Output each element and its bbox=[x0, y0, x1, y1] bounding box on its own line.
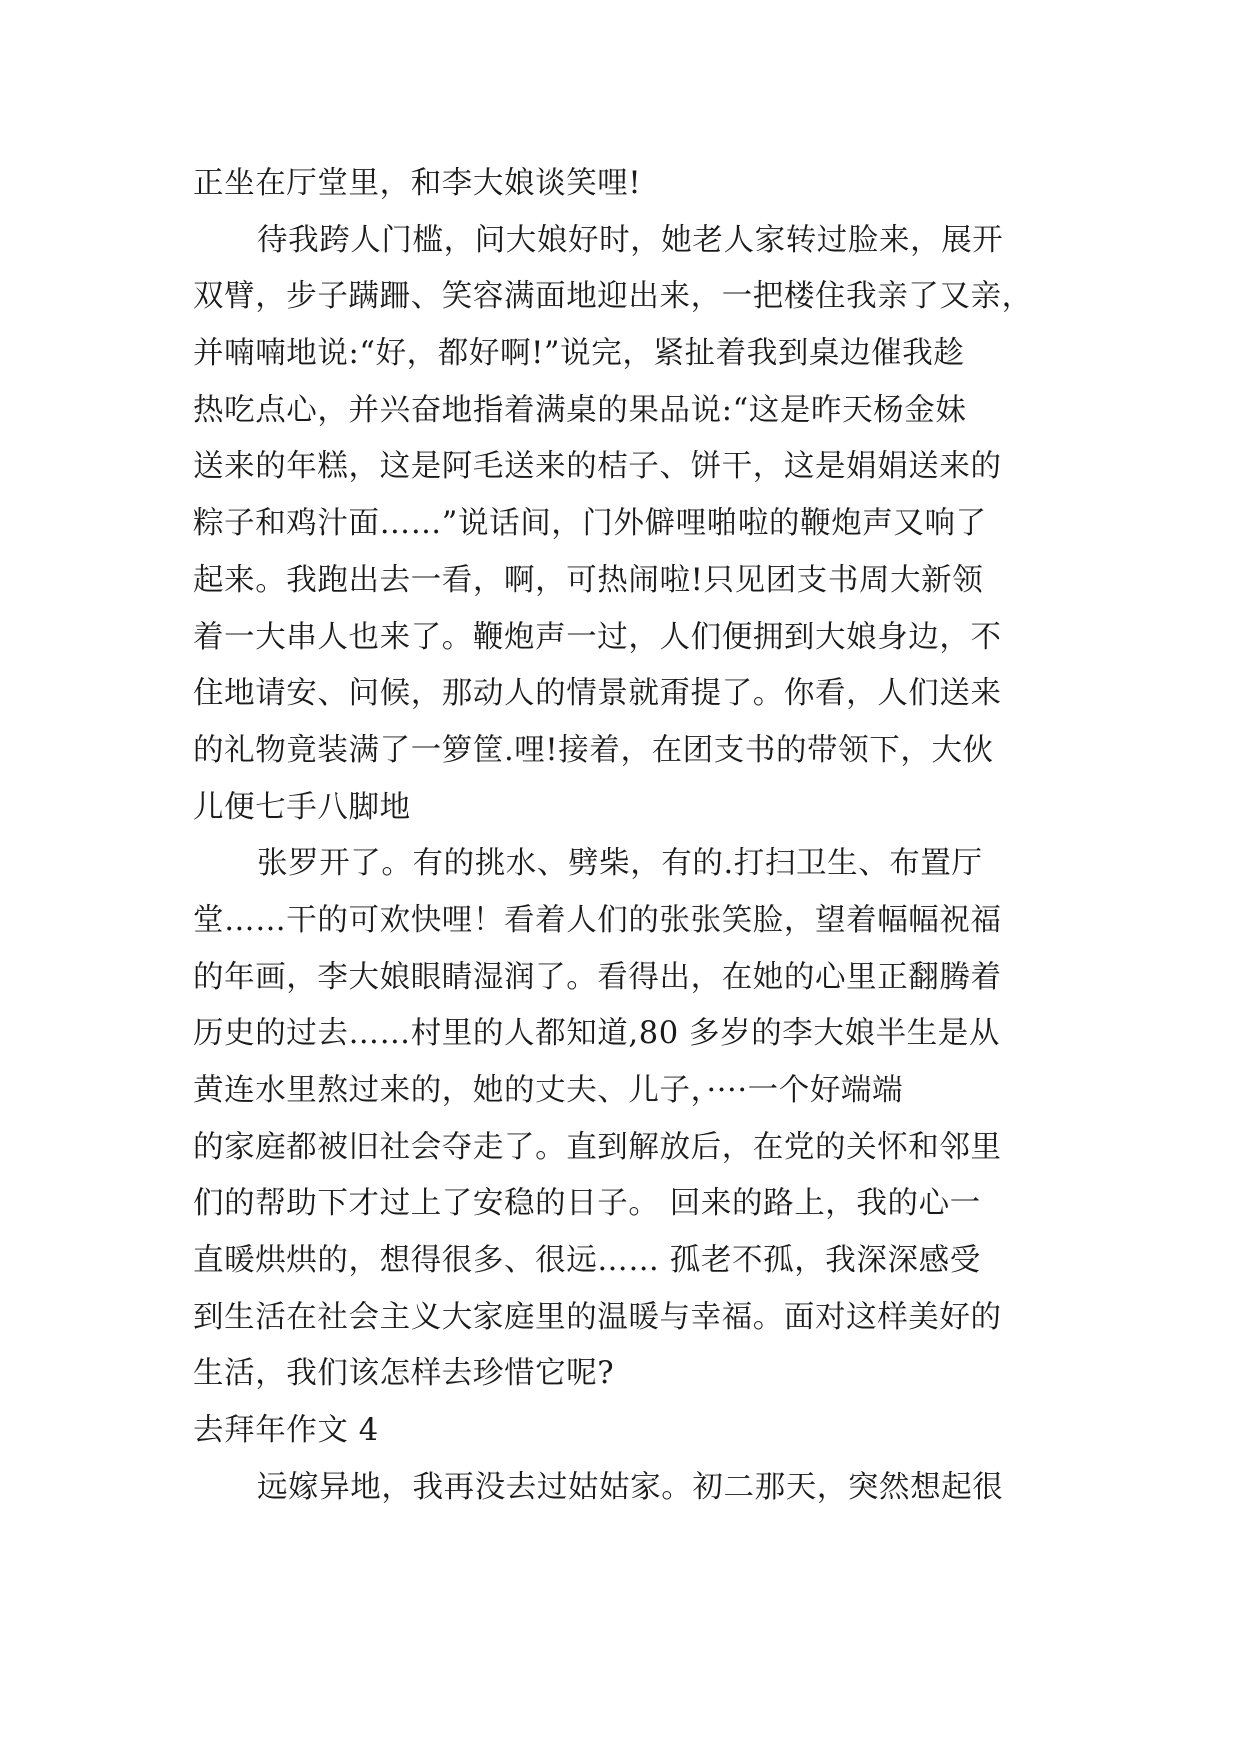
paragraph-start-line: 张罗开了。有的挑水、劈柴，有的.打扫卫生、布置厅 bbox=[257, 846, 983, 882]
section-heading: 去拜年作文 4 bbox=[193, 1413, 379, 1449]
text-line: 直暖烘烘的，想得很多、很远…… 孤老不孤，我深深感受 bbox=[193, 1243, 981, 1279]
text-line: 起来。我跑出去一看，啊，可热闹啦!只见团支书周大新领 bbox=[193, 562, 984, 598]
text-line: 双臂，步子蹒跚、笑容满面地迎出来，一把楼住我亲了又亲， bbox=[193, 279, 1033, 315]
text-line: 的年画，李大娘眼睛湿润了。看得出，在她的心里正翻腾着 bbox=[193, 959, 1002, 995]
text-line: 的礼物竟装满了一箩筐.哩!接着，在团支书的带领下，大伙 bbox=[193, 732, 994, 768]
text-line: 历史的过去……村里的人都知道,80 多岁的李大娘半生是从 bbox=[193, 1016, 1000, 1052]
text-line: 的家庭都被旧社会夺走了。直到解放后，在党的关怀和邻里 bbox=[193, 1129, 1002, 1165]
text-line: 并喃喃地说:“好，都好啊!”说完，紧扯着我到桌边催我趁 bbox=[193, 336, 965, 372]
text-line: 正坐在厅堂里，和李大娘谈笑哩! bbox=[193, 166, 642, 201]
document-page bbox=[193, 156, 1049, 1517]
text-line: 着一大串人也来了。鞭炮声一过，人们便拥到大娘身边，不 bbox=[193, 619, 1002, 655]
text-line: 生活，我们该怎样去珍惜它呢? bbox=[193, 1356, 615, 1392]
text-line: 热吃点心，并兴奋地指着满桌的果品说:“这是昨天杨金妹 bbox=[193, 392, 967, 428]
text-line: 到生活在社会主义大家庭里的温暖与幸福。面对这样美好的 bbox=[193, 1299, 1002, 1335]
paragraph-start-line: 待我跨人门槛，问大娘好时，她老人家转过脸来，展开 bbox=[257, 222, 1004, 258]
text-line: 们的帮助下才过上了安稳的日子。 回来的路上，我的心一 bbox=[193, 1186, 981, 1222]
text-line: 黄连水里熬过来的，她的丈夫、儿子，····一个好端端 bbox=[193, 1073, 904, 1108]
text-line: 住地请安、问候，那动人的情景就甭提了。你看，人们送来 bbox=[193, 676, 1002, 712]
text-line: 送来的年糕，这是阿毛送来的桔子、饼干，这是娟娟送来的 bbox=[193, 449, 1002, 485]
text-line: 儿便七手八脚地 bbox=[193, 789, 411, 825]
text-line: 粽子和鸡汁面……”说话间，门外僻哩啪啦的鞭炮声又响了 bbox=[193, 506, 987, 542]
paragraph-start-line: 远嫁异地，我再没去过姑姑家。初二那天，突然想起很 bbox=[257, 1469, 1004, 1505]
text-line: 堂……干的可欢快哩！看着人们的张张笑脸，望着幅幅祝福 bbox=[193, 902, 1002, 938]
